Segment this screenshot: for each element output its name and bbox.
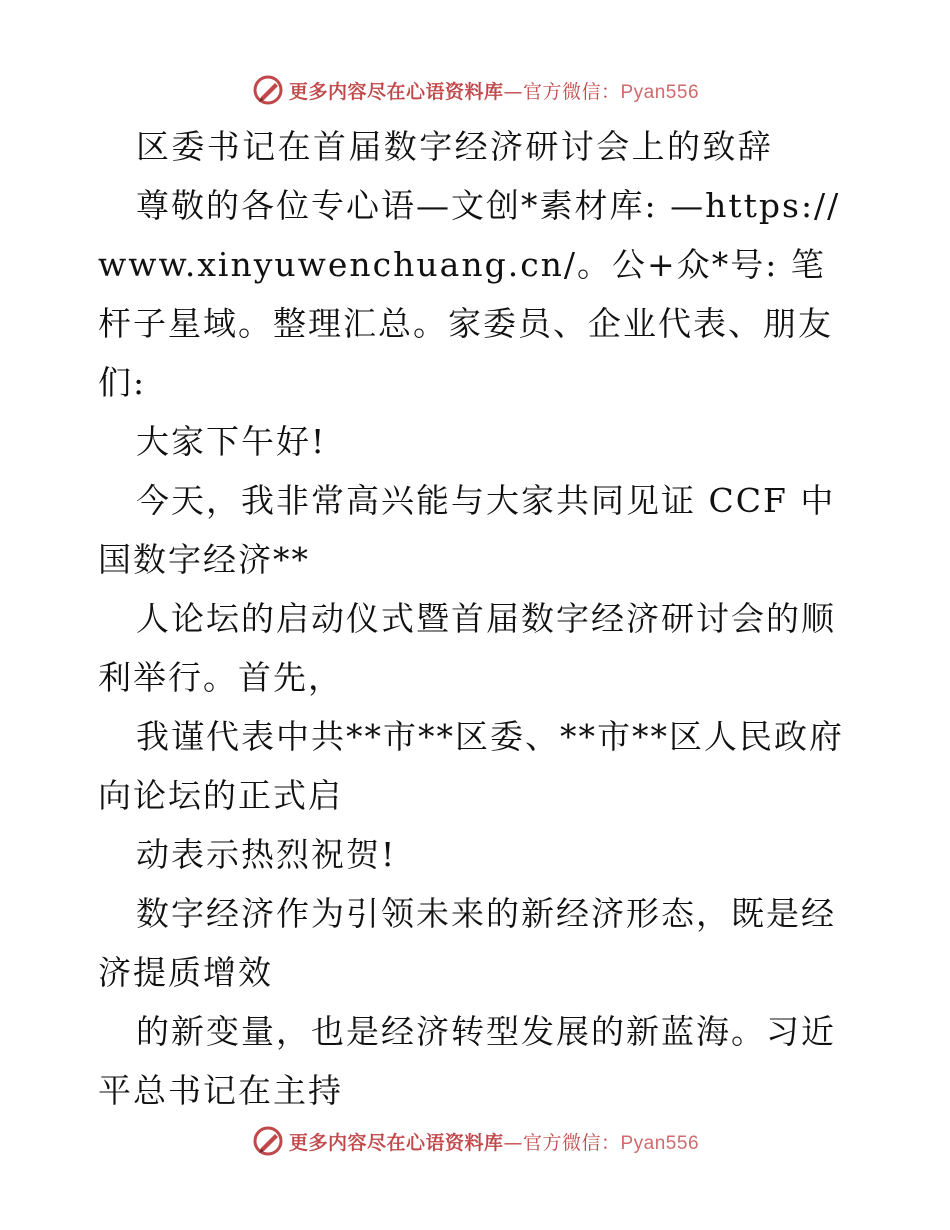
banner-wechat-label: 官方微信： <box>522 1131 621 1154</box>
header-watermark-banner <box>0 70 950 110</box>
paragraph: 今天，我非常高兴能与大家共同见证 CCF 中国数字经济** <box>98 481 836 579</box>
banner-wechat-label: 官方微信： <box>522 80 621 103</box>
paragraph: 数字经济作为引领未来的新经济形态，既是经济提质增效 <box>98 894 836 992</box>
banner-main-text: 更多内容尽在心语资料库 <box>288 1131 504 1154</box>
banner-dash: — <box>503 80 523 103</box>
paragraph: 我谨代表中共**市**区委、**市**区人民政府向论坛的正式启 <box>98 717 844 815</box>
paragraph: 人论坛的启动仪式暨首届数字经济研讨会的顺利举行。首先， <box>98 599 836 697</box>
paragraph: 的新变量，也是经济转型发展的新蓝海。习近平总书记在主持 <box>98 1012 836 1110</box>
pen-logo-icon <box>251 73 285 107</box>
paragraph-greeting: 大家下午好! <box>136 422 327 461</box>
banner-wechat-handle: Pyan556 <box>620 81 700 103</box>
banner-text <box>289 77 699 104</box>
banner-main-text: 更多内容尽在心语资料库 <box>288 80 504 103</box>
pen-logo-icon <box>251 1124 285 1158</box>
document-body <box>98 117 858 1120</box>
footer-watermark-banner <box>0 1121 950 1161</box>
banner-text <box>289 1128 699 1155</box>
banner-wechat-handle: Pyan556 <box>620 1132 700 1154</box>
banner-dash: — <box>503 1131 523 1154</box>
paragraph: 动表示热烈祝贺! <box>136 835 397 874</box>
paragraph-salutation: 尊敬的各位专心语—文创*素材库: —https://www.xinyuwenchuang.cn/。公+众*号: 笔杆子星域。整理汇总。家委员、企业代表、朋友们: <box>98 186 841 402</box>
document-title: 区委书记在首届数字经济研讨会上的致辞 <box>136 127 774 166</box>
